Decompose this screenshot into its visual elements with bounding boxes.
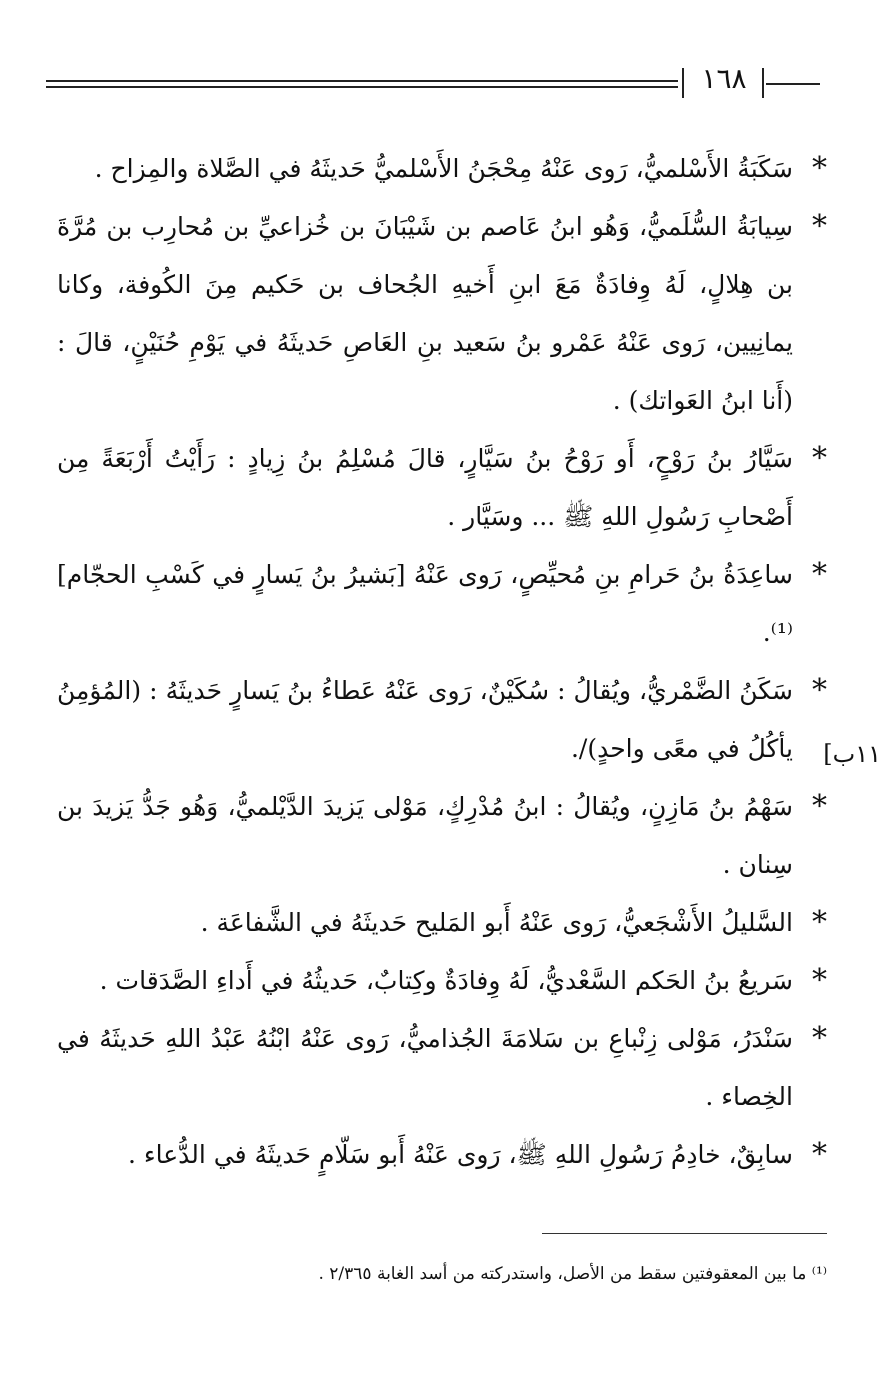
- list-item: [57, 546, 827, 662]
- bullet-star: *: [812, 905, 827, 940]
- bullet-star: *: [812, 151, 827, 186]
- entry-text: سَنْدَرُ، مَوْلى زِنْباعِ بن سَلامَةَ الجُذاميُّ، رَوى عَنْهُ ابْنُهُ عَبْدُ اللهِ حَديثَهُ في الخِصاء .: [57, 1024, 793, 1111]
- header-rule: [46, 86, 678, 88]
- entry-text: السَّليلُ الأَشْجَعيُّ، رَوى عَنْهُ أَبو المَليح حَديثَهُ في الشَّفاعَة .: [200, 908, 793, 937]
- bullet-star: *: [812, 963, 827, 998]
- list-item: [57, 778, 827, 894]
- list-item: [57, 1010, 827, 1126]
- list-item: [57, 1126, 827, 1184]
- entry-text: سِيابَةُ السُّلَميُّ، وَهُو ابنُ عَاصم بن شَيْبَانَ بن خُزاعيِّ بن مُحارِب بن مُرَّةَ بن هِلالٍ، لَهُ وِفادَةٌ مَعَ ابنِ أَخيهِ الجُحاف بن حَكيم مِنَ الكُوفة، وكانا يمانِيين، رَوى عَنْهُ عَمْرو بنُ سَعيد بنِ العَاصِ حَديثَهُ في يَوْمِ حُنَيْنٍ، قالَ : (أَنا ابنُ العَواتك) .: [57, 212, 793, 415]
- header-rule: [46, 80, 678, 82]
- bullet-star: *: [812, 673, 827, 708]
- bullet-star: *: [812, 209, 827, 244]
- entry-text: سَيَّارُ بنُ رَوْحٍ، أَو رَوْحُ بنُ سَيَّارٍ، قالَ مُسْلِمُ بنُ زِيادٍ : رَأَيْتُ أَرْبَعَةً مِن أَصْحابِ رَسُولِ اللهِ ﷺ ... وسَيَّار .: [57, 444, 793, 531]
- list-item: [57, 662, 827, 778]
- header-rule: [766, 83, 820, 85]
- entry-text: ساعِدَةُ بنُ حَرامِ بنِ مُحيِّصٍ، رَوى عَنْهُ [بَشيرُ بنُ يَسارٍ في كَسْبِ الحجّام]⁽¹⁾.: [57, 560, 793, 647]
- entry-text: سابِقٌ، خادِمُ رَسُولِ اللهِ ﷺ، رَوى عَنْهُ أَبو سَلّامٍ حَديثَهُ في الدُّعاء .: [127, 1140, 793, 1169]
- list-item: [57, 894, 827, 952]
- header-bar: [762, 68, 764, 98]
- list-item: [57, 140, 827, 198]
- footnote: ⁽¹⁾ ما بين المعقوفتين سقط من الأصل، واستدركته من أسد الغابة ٢/٣٦٥ .: [318, 1264, 827, 1284]
- list-item: [57, 198, 827, 430]
- entry-list: [57, 140, 827, 1184]
- bullet-star: *: [812, 557, 827, 592]
- footnote-divider: [542, 1233, 827, 1234]
- header-bar: [682, 68, 684, 98]
- bullet-star: *: [812, 789, 827, 824]
- entry-text: سَكَنُ الضَّمْريُّ، ويُقالُ : سُكَيْنٌ، رَوى عَنْهُ عَطاءُ بنُ يَسارٍ حَديثَهُ : (المُؤمِنُ يأكُلُ في معًى واحدٍ)/.: [57, 676, 793, 763]
- entry-text: سَهْمُ بنُ مَازِنٍ، ويُقالُ : ابنُ مُدْرِكٍ، مَوْلى يَزيدَ الدَّيْلميُّ، وَهُو جَدُّ يَزيدَ بن سِنان .: [57, 792, 793, 879]
- entry-text: سَكَبَةُ الأَسْلميُّ، رَوى عَنْهُ مِحْجَنُ الأَسْلميُّ حَديثَهُ في الصَّلاة والمِزاح .: [94, 154, 793, 183]
- page-number: ١٦٨: [701, 62, 747, 95]
- bullet-star: *: [812, 441, 827, 476]
- margin-note: ١١ب]: [823, 740, 881, 768]
- bullet-star: *: [812, 1137, 827, 1172]
- bullet-star: *: [812, 1021, 827, 1056]
- list-item: [57, 430, 827, 546]
- page-header: [46, 62, 820, 98]
- entry-text: سَريعُ بنُ الحَكم السَّعْديُّ، لَهُ وِفادَةٌ وكِتابٌ، حَديثُهُ في أَداءِ الصَّدَقات .: [99, 966, 793, 995]
- list-item: [57, 952, 827, 1010]
